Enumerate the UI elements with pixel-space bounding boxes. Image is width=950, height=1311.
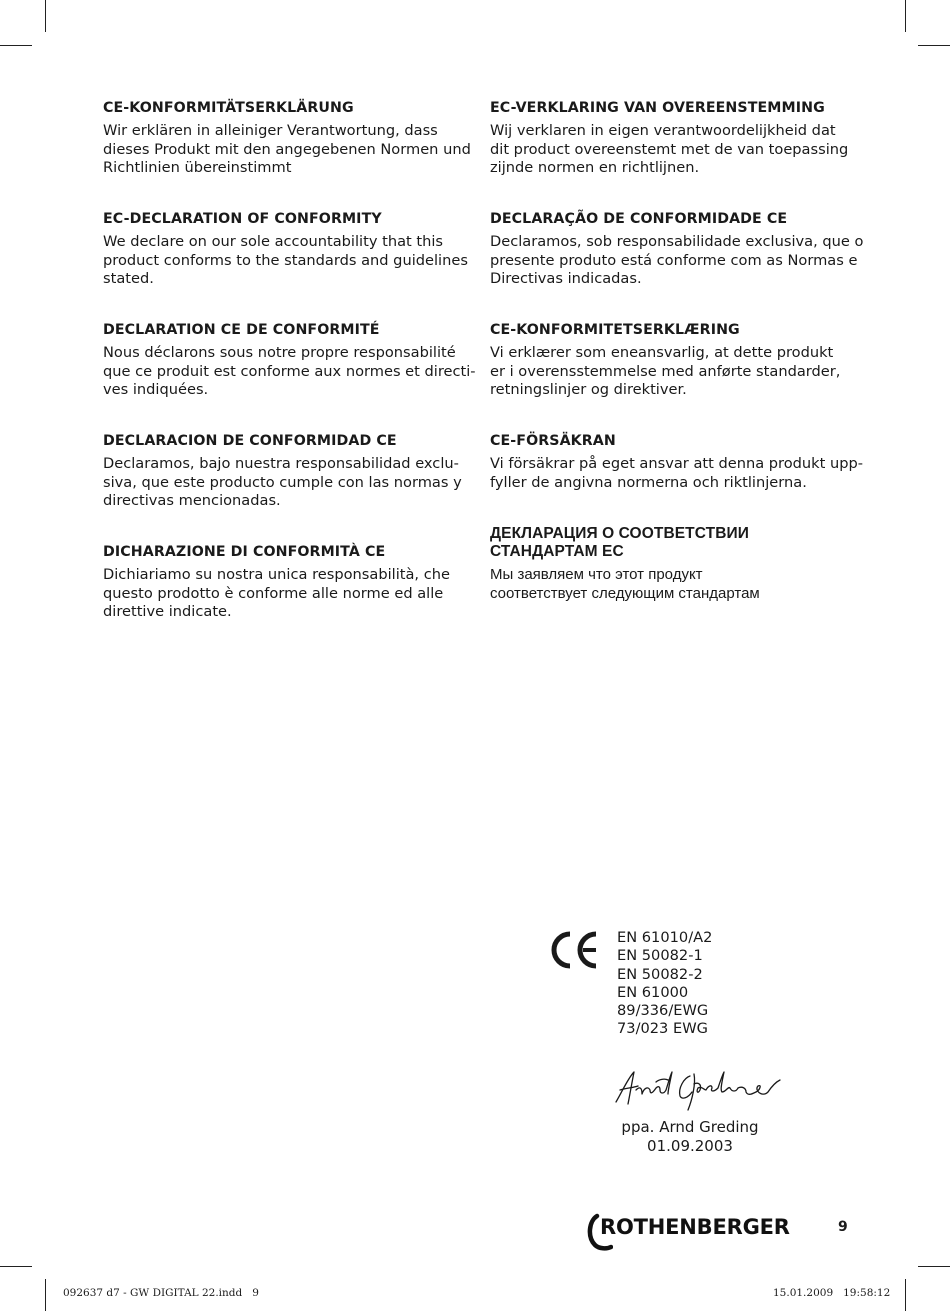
declaration-english bbox=[103, 210, 483, 289]
section-title: CE-KONFORMITETSERKLÆRING bbox=[490, 322, 740, 338]
section-title: DICHARAZIONE DI CONFORMITÀ CE bbox=[103, 544, 386, 560]
crop-mark-top-right-h bbox=[918, 45, 950, 46]
standard-item: 89/336/EWG bbox=[617, 1002, 709, 1020]
signature-date: 01.09.2003 bbox=[647, 1137, 733, 1155]
crop-mark-top-left-v bbox=[45, 0, 46, 32]
standard-item: EN 61000 bbox=[617, 983, 689, 1001]
declaration-italian bbox=[103, 543, 483, 622]
crop-mark-bottom-right-v bbox=[905, 1279, 906, 1311]
section-body: Vi erklærer som eneansvarlig, at dette produkt er i overensstemmelse med anførte standarder, retningslinjer og direktiver. bbox=[490, 344, 841, 398]
print-slug-file: 092637 d7 - GW DIGITAL 22.indd 9 bbox=[63, 1287, 259, 1299]
section-body: We declare on our sole accountability that this product conforms to the standards and guidelines stated. bbox=[103, 233, 468, 287]
section-body: Dichiariamo su nostra unica responsabilità, che questo prodotto è conforme alle norme ed alle direttive indicate. bbox=[103, 566, 450, 620]
section-body: Wij verklaren in eigen verantwoordelijkheid dat dit product overeenstemt met de van toepassing zijnde normen en richtlijnen. bbox=[490, 122, 849, 176]
crop-mark-bottom-right-h bbox=[918, 1266, 950, 1267]
declaration-portuguese bbox=[490, 210, 870, 289]
standards-list bbox=[617, 929, 712, 1039]
signer-name: ppa. Arnd Greding bbox=[621, 1118, 759, 1136]
standard-item: EN 50082-2 bbox=[617, 965, 703, 983]
declaration-spanish bbox=[103, 432, 483, 511]
ce-mark-icon bbox=[548, 930, 602, 970]
handwritten-signature bbox=[612, 1064, 787, 1114]
declaration-danish bbox=[490, 321, 870, 400]
section-title: EC-DECLARATION OF CONFORMITY bbox=[103, 211, 382, 227]
section-body: Nous déclarons sous notre propre responsabilité que ce produit est conforme aux normes et directi- ves indiquées. bbox=[103, 344, 476, 398]
standard-item: EN 50082-1 bbox=[617, 947, 703, 965]
crop-mark-bottom-left-h bbox=[0, 1266, 32, 1267]
print-slug-timestamp: 15.01.2009 19:58:12 bbox=[773, 1287, 891, 1299]
section-title: CE-KONFORMITÄTSERKLÄRUNG bbox=[103, 100, 354, 116]
standard-item: 73/023 EWG bbox=[617, 1020, 708, 1038]
signer-block bbox=[600, 1118, 780, 1156]
declaration-russian bbox=[490, 525, 870, 603]
declaration-french bbox=[103, 321, 483, 400]
declaration-swedish bbox=[490, 432, 870, 492]
section-title: CE-FÖRSÄKRAN bbox=[490, 433, 616, 449]
brand-logo-text: ROTHENBERGER bbox=[600, 1215, 790, 1239]
declaration-german bbox=[103, 99, 483, 178]
section-title: EC-VERKLARING VAN OVEREENSTEMMING bbox=[490, 100, 825, 116]
declaration-dutch bbox=[490, 99, 870, 178]
standard-item: EN 61010/A2 bbox=[617, 929, 713, 946]
section-title: ДЕКЛАРАЦИЯ О СООТВЕТСТВИИ СТАНДАРТАМ ЕС bbox=[490, 525, 749, 560]
section-title: DECLARAÇÃO DE CONFORMIDADE CE bbox=[490, 211, 788, 227]
crop-mark-top-right-v bbox=[905, 0, 906, 32]
section-title: DECLARATION CE DE CONFORMITÉ bbox=[103, 322, 380, 338]
section-title: DECLARACION DE CONFORMIDAD CE bbox=[103, 433, 397, 449]
crop-mark-top-left-h bbox=[0, 45, 32, 46]
section-body: Vi försäkrar på eget ansvar att denna produkt upp- fyller de angivna normerna och riktlinjerna. bbox=[490, 455, 864, 491]
section-body: Wir erklären in alleiniger Verantwortung, dass dieses Produkt mit den angegebenen Normen und Richtlinien übereinstimmt bbox=[103, 122, 471, 176]
page-number: 9 bbox=[838, 1219, 848, 1235]
crop-mark-bottom-left-v bbox=[45, 1279, 46, 1311]
section-body: Declaramos, bajo nuestra responsabilidad exclu- siva, que este producto cumple con las normas y directivas mencionadas. bbox=[103, 455, 462, 509]
section-body: Мы заявляем что этот продукт соответствует следующим стандартам bbox=[490, 566, 760, 602]
section-body: Declaramos, sob responsabilidade exclusiva, que o presente produto está conforme com as Normas e Directivas indicadas. bbox=[490, 233, 864, 287]
